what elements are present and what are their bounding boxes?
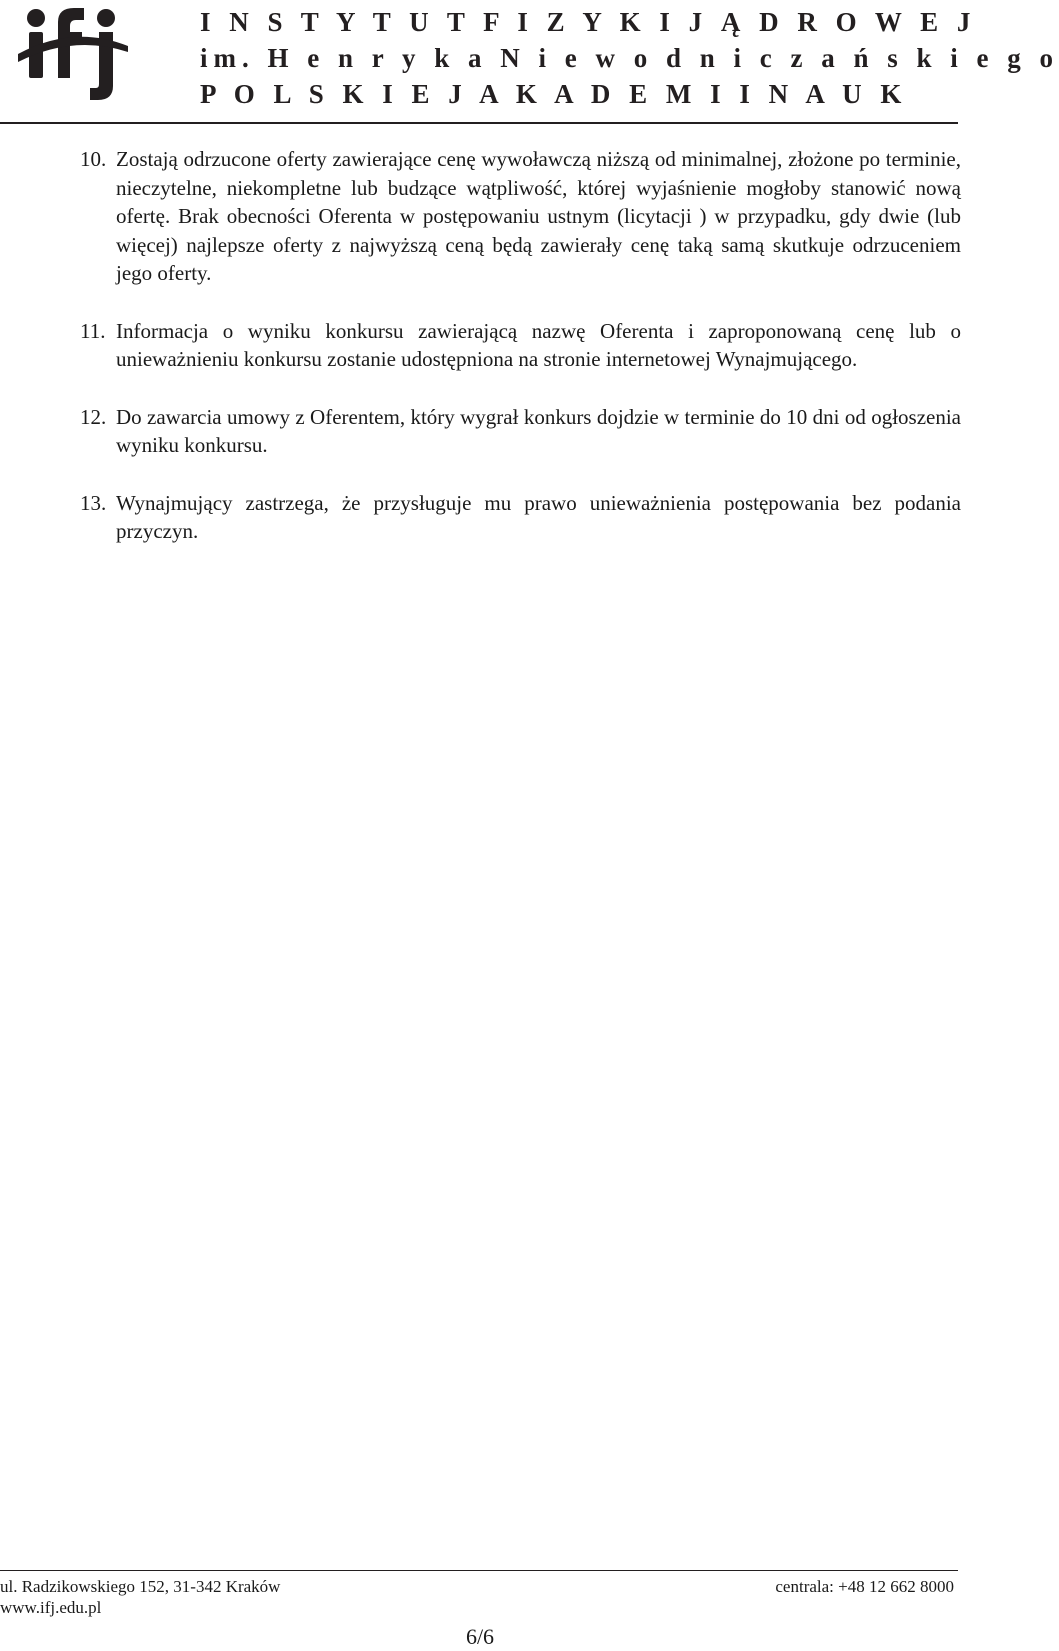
item-number: 11. [80, 318, 106, 343]
page-number: 6/6 [465, 1624, 495, 1649]
institute-line: I N S T Y T U T F I Z Y K I J Ą D R O W E J [200, 7, 977, 37]
footer-website: www.ifj.edu.pl [0, 1598, 102, 1617]
footer-address: ul. Radzikowskiego 152, 31-342 Kraków [0, 1577, 281, 1596]
ifj-logo [14, 2, 132, 102]
document-body [80, 145, 961, 575]
header-divider [0, 122, 958, 124]
item-number: 12. [80, 404, 107, 429]
item-text: Wynajmujący zastrzega, że przysługuje mu prawo unieważnienia postępowania bez podania przyczyn. [116, 490, 961, 543]
list-item [80, 403, 961, 460]
institute-line: P O L S K I E J A K A D E M I I N A U K [200, 79, 908, 109]
institute-name [200, 4, 1059, 112]
footer-contact [0, 1576, 280, 1618]
item-text: Do zawarcia umowy z Oferentem, który wygrał konkurs dojdzie w terminie do 10 dni od ogłoszenia wyniku konkursu. [116, 404, 961, 457]
letterhead [0, 0, 1059, 128]
item-text: Zostają odrzucone oferty zawierające cenę wywoławczą niższą od minimalnej, złożone po terminie, nieczytelne, niekompletne lub budzące wątpliwość, której wyjaśnienie mogłoby stanowić nową ofertę. Brak obecności Oferenta w postępowaniu ustnym (licytacji ) w przypadku, gdy dwie (lub więcej) najlepsze oferty z najwyższą ceną będą zawierały cenę taką samą skutkuje odrzuceniem jego oferty. [116, 147, 961, 285]
institute-line: im. H e n r y k a N i e w o d n i c z a ń s k i e g o [200, 43, 1059, 73]
item-number: 10. [80, 147, 107, 171]
item-text: Informacja o wyniku konkursu zawierającą nazwę Oferenta i zaproponowaną cenę lub o unieważnieniu konkursu zostanie udostępniona na stronie internetowej Wynajmującego. [116, 318, 961, 371]
list-item [80, 145, 961, 288]
list-item [80, 317, 961, 374]
list-item [80, 489, 961, 546]
footer-divider [0, 1570, 958, 1571]
item-number: 13. [80, 490, 107, 515]
footer-phone: centrala: +48 12 662 8000 [775, 1577, 954, 1596]
